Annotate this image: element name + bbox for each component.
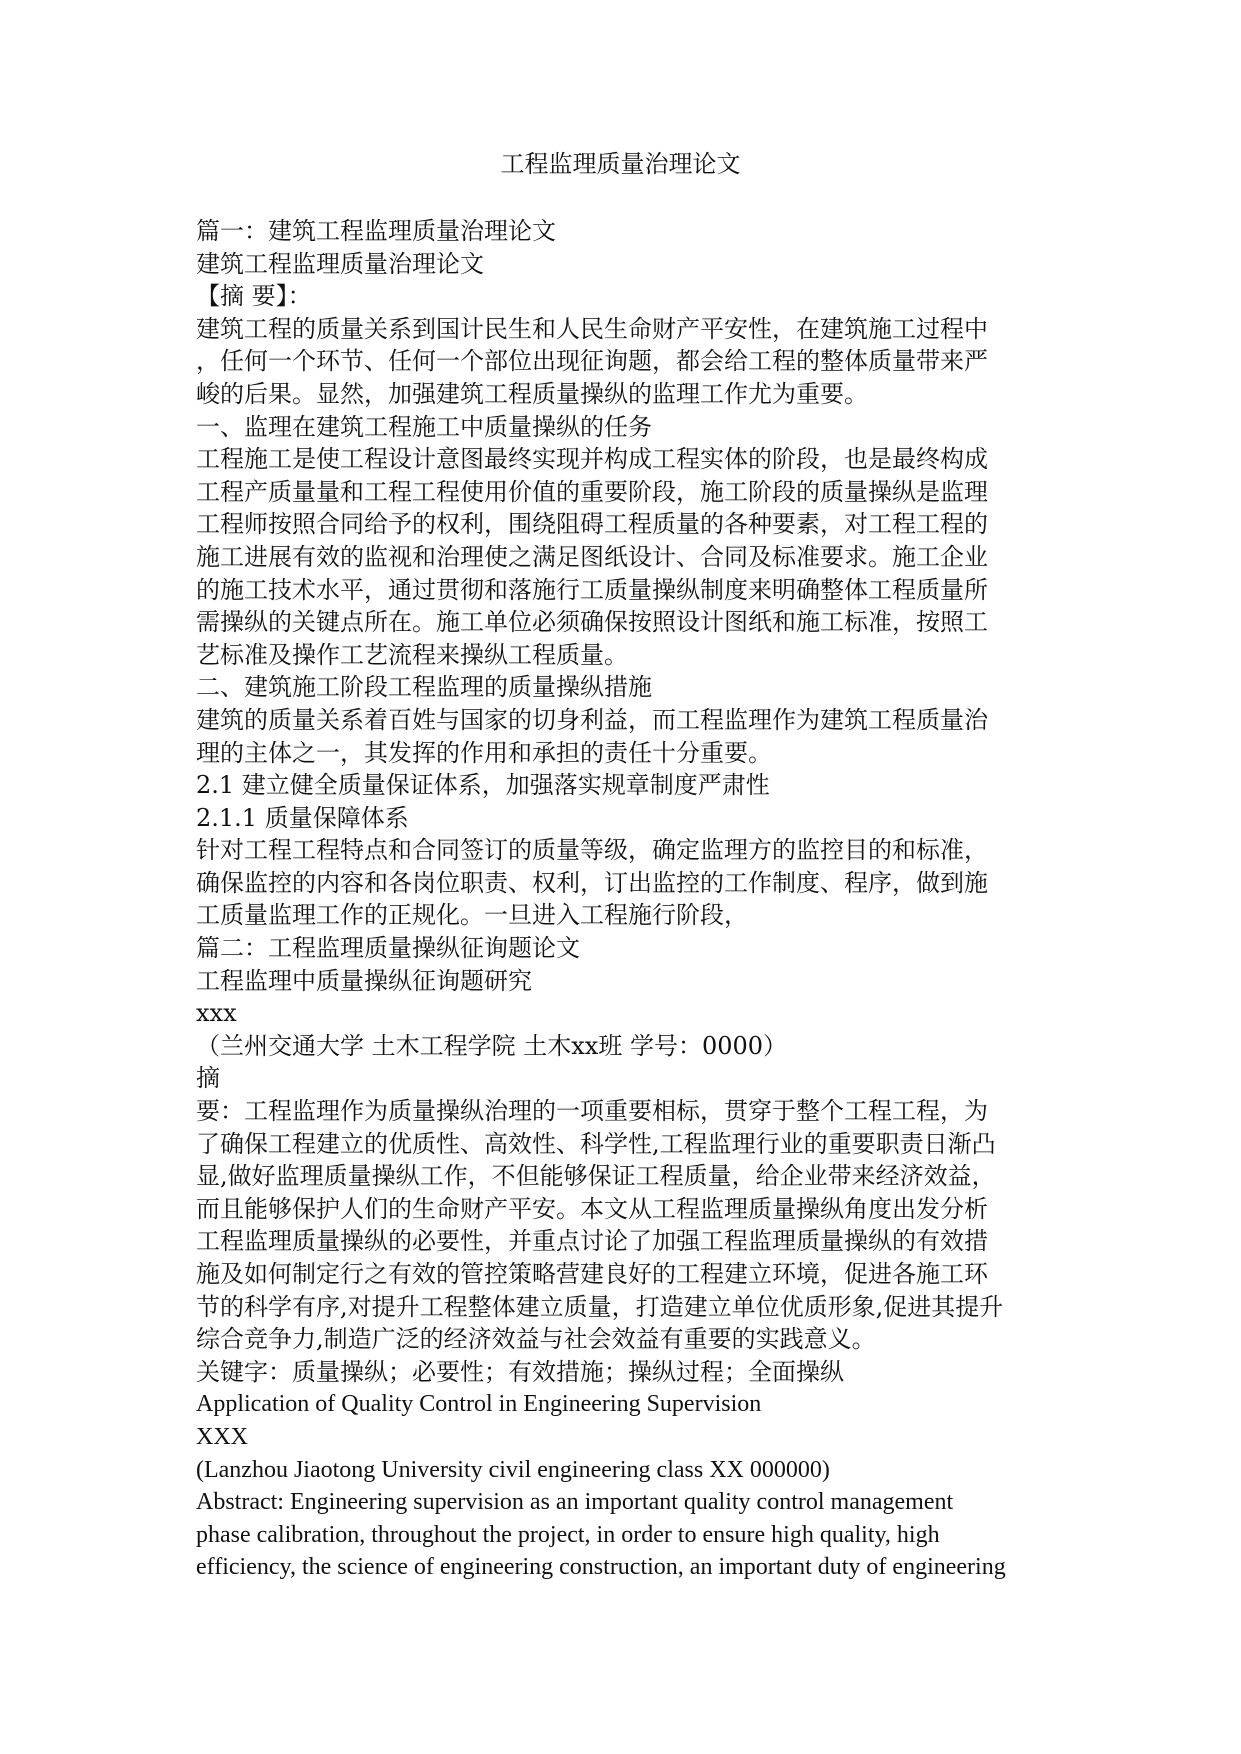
text-line: 关键字：质量操纵；必要性；有效措施；操纵过程；全面操纵 (196, 1357, 844, 1386)
text-line: 施工进展有效的监视和治理使之满足图纸设计、合同及标准要求。施工企业 (196, 542, 988, 571)
text-line: 工质量监理工作的正规化。一旦进入工程施行阶段， (196, 901, 748, 930)
text-line: 工程施工是使工程设计意图最终实现并构成工程实体的阶段，也是最终构成 (196, 445, 988, 474)
text-line: Application of Quality Control in Engineering Supervision (196, 1391, 762, 1418)
text-line: ，任何一个环节、任何一个部位出现征询题，都会给工程的整体质量带来严 (196, 347, 988, 376)
text-line: 确保监控的内容和各岗位职责、权利，订出监控的工作制度、程序，做到施 (196, 868, 988, 897)
text-line: Abstract: Engineering supervision as an important quality control management (196, 1489, 954, 1516)
text-line: 建筑工程监理质量治理论文 (196, 249, 484, 278)
text-line: 显,做好监理质量操纵工作，不但能够保证工程质量，给企业带来经济效益， (196, 1162, 996, 1191)
text-line: 摘 (196, 1064, 220, 1093)
text-line: 了确保工程建立的优质性、高效性、科学性,工程监理行业的重要职责日渐凸 (196, 1129, 996, 1158)
text-line: 理的主体之一，其发挥的作用和承担的责任十分重要。 (196, 738, 772, 767)
text-line: 艺标准及操作工艺流程来操纵工程质量。 (196, 640, 628, 669)
text-line: 二、建筑施工阶段工程监理的质量操纵措施 (196, 673, 652, 702)
text-line: 建筑的质量关系着百姓与国家的切身利益，而工程监理作为建筑工程质量治 (196, 705, 988, 734)
text-line: 综合竞争力,制造广泛的经济效益与社会效益有重要的实践意义。 (196, 1325, 876, 1354)
text-line: phase calibration, throughout the project, in order to ensure high quality, high (196, 1521, 940, 1548)
text-line: 工程师按照合同给予的权利，围绕阻碍工程质量的各种要素，对工程工程的 (196, 510, 988, 539)
text-line: 篇一：建筑工程监理质量治理论文 (196, 217, 556, 245)
text-line: 一、监理在建筑工程施工中质量操纵的任务 (196, 412, 652, 441)
text-line: 针对工程工程特点和合同签订的质量等级，确定监理方的监控目的和标准， (196, 836, 988, 865)
document-title: 工程监理质量治理论文 (500, 150, 741, 178)
text-line: 需操纵的关键点所在。施工单位必须确保按照设计图纸和施工标准，按照工 (196, 608, 988, 637)
text-line: 节的科学有序,对提升工程整体建立质量，打造建立单位优质形象,促进其提升 (196, 1292, 1004, 1321)
text-line: xxx (196, 999, 237, 1028)
text-line: 2.1 建立健全质量保证体系，加强落实规章制度严肃性 (196, 771, 770, 800)
text-line: 工程监理质量操纵的必要性，并重点讨论了加强工程监理质量操纵的有效措 (196, 1227, 988, 1256)
text-line: 峻的后果。显然，加强建筑工程质量操纵的监理工作尤为重要。 (196, 379, 868, 408)
text-line: 而且能够保护人们的生命财产平安。本文从工程监理质量操纵角度出发分析 (196, 1194, 988, 1223)
text-line: 施及如何制定行之有效的管控策略营建良好的工程建立环境，促进各施工环 (196, 1260, 988, 1288)
document-body (196, 215, 1076, 1584)
text-line: 建筑工程的质量关系到国计民生和人民生命财产平安性，在建筑施工过程中 (196, 314, 988, 343)
text-line: 要：工程监理作为质量操纵治理的一项重要相标，贯穿于整个工程工程，为 (196, 1097, 988, 1126)
text-line: 工程产质量量和工程工程使用价值的重要阶段，施工阶段的质量操纵是监理 (196, 477, 988, 506)
text-line: (Lanzhou Jiaotong University civil engineering class XX 000000) (196, 1456, 830, 1483)
text-line: XXX (196, 1423, 248, 1450)
text-line: 的施工技术水平，通过贯彻和落施行工质量操纵制度来明确整体工程质量所 (196, 575, 988, 604)
text-line: efficiency, the science of engineering construction, an important duty of engineering (196, 1554, 1006, 1581)
text-line: 2.1.1 质量保障体系 (196, 803, 409, 832)
text-line: 工程监理中质量操纵征询题研究 (196, 966, 532, 995)
text-line: 【摘 要】： (196, 282, 312, 311)
text-line: 篇二：工程监理质量操纵征询题论文 (196, 934, 580, 963)
text-line: （兰州交通大学 土木工程学院 土木xx班 学号：0000） (196, 1031, 788, 1060)
